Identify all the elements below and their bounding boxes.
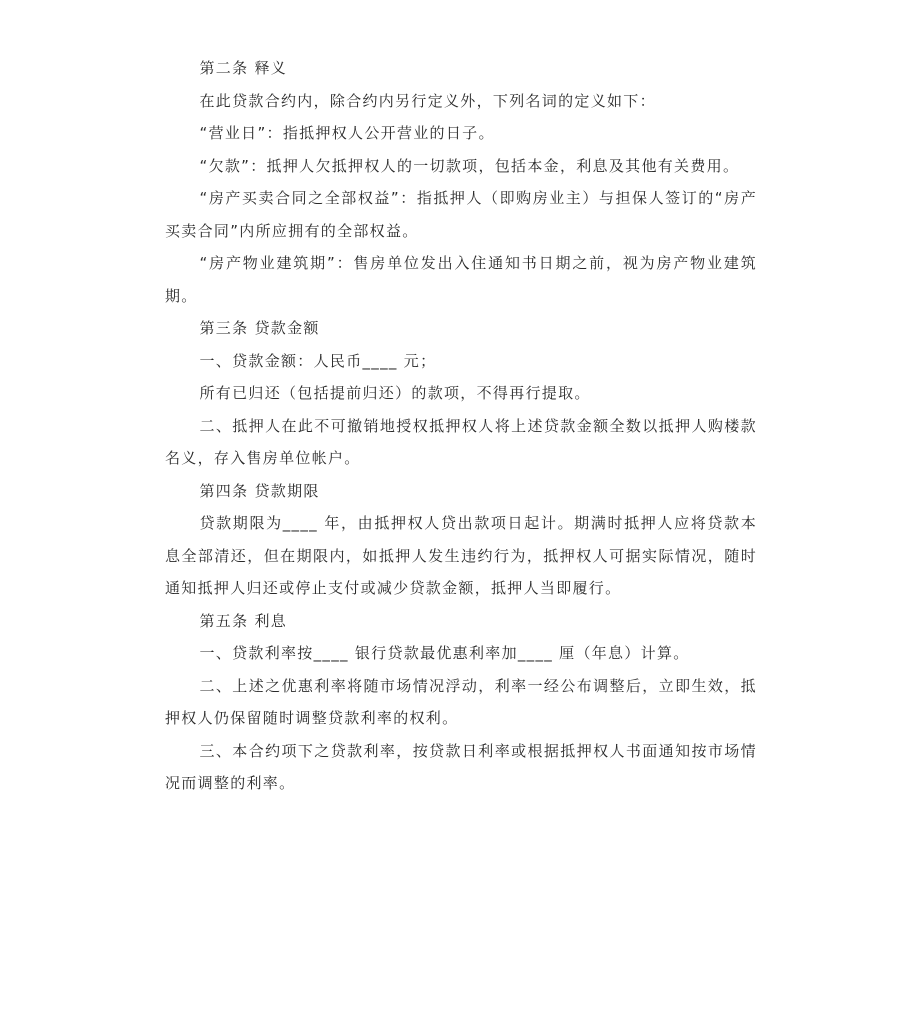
loan-amount-clause: 一、贷款金额：人民币____ 元；: [199, 351, 437, 370]
section-heading-article-2: 第二条 释义: [199, 59, 288, 77]
definition-construction-period: “房产物业建筑期”：售房单位发出入住通知书日期之前，视为房产物业建筑期。: [165, 254, 757, 305]
authorization-clause: 二、抵押人在此不可撤销地授权抵押权人将上述贷款金额全数以抵押人购楼款名义，存入售房单位帐户。: [165, 416, 757, 467]
interest-rate-clause-3: 三、本合约项下之贷款利率，按贷款日利率或根据抵押权人书面通知按市场情况而调整的利率。: [165, 741, 757, 792]
document-page: [165, 52, 757, 800]
definition-business-day: “营业日”：指抵押权人公开营业的日子。: [199, 124, 495, 142]
definition-contract-rights: “房产买卖合同之全部权益”：指抵押人（即购房业主）与担保人签订的“房产买卖合同”内所应拥有的全部权益。: [165, 189, 757, 240]
repaid-amount-clause: 所有已归还（包括提前归还）的款项，不得再行提取。: [199, 384, 591, 402]
section-heading-article-5: 第五条 利息: [199, 611, 288, 630]
section-heading-article-3: 第三条 贷款金额: [199, 319, 320, 337]
section-heading-article-4: 第四条 贷款期限: [199, 481, 320, 500]
definitions-intro: 在此贷款合约内，除合约内另行定义外，下列名词的定义如下：: [199, 91, 656, 110]
interest-rate-clause-1: 一、贷款利率按____ 银行贷款最优惠利率加____ 厘（年息）计算。: [199, 644, 690, 662]
interest-rate-clause-2: 二、上述之优惠利率将随市场情况浮动，利率一经公布调整后，立即生效，抵押权人仍保留随时调整贷款利率的权利。: [165, 676, 757, 727]
loan-term-clause: 贷款期限为____ 年，由抵押权人贷出款项日起计。期满时抵押人应将贷款本息全部清还，但在期限内，如抵押人发生违约行为，抵押权人可据实际情况，随时通知抵押人归还或停止支付或减少贷款金额，抵押人当即履行。: [165, 514, 757, 597]
definition-debt: “欠款”：抵押人欠抵押权人的一切款项，包括本金，利息及其他有关费用。: [199, 156, 740, 175]
